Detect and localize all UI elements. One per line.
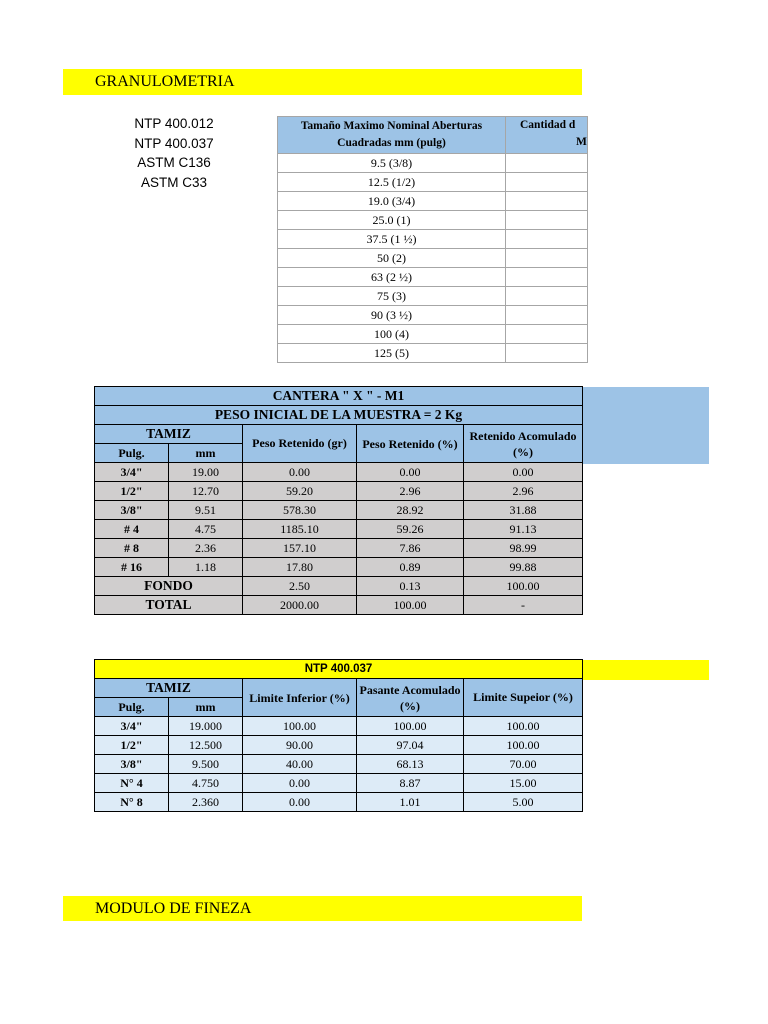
- cell: 3/8": [95, 755, 169, 774]
- fondo-label: FONDO: [95, 577, 243, 596]
- empty-cell: [506, 306, 588, 325]
- cell: 0.00: [243, 463, 357, 482]
- cantera-subtitle-row: [95, 406, 583, 425]
- cell: 15.00: [464, 774, 583, 793]
- cell: 9.500: [169, 755, 243, 774]
- ref-item: NTP 400.012: [134, 116, 214, 131]
- cell: 98.99: [464, 539, 583, 558]
- table-row: [95, 539, 583, 558]
- norm-references: [104, 114, 244, 192]
- size-cell: 37.5 (1 ½): [278, 230, 506, 249]
- cell: 0.00: [464, 463, 583, 482]
- cell: 19.00: [169, 463, 243, 482]
- ref-item: ASTM C33: [140, 174, 208, 190]
- size-cell: 9.5 (3/8): [278, 154, 506, 173]
- side-yellow-block: [582, 660, 709, 680]
- table-row: [95, 736, 583, 755]
- cell: 5.00: [464, 793, 583, 812]
- cell: 12.70: [169, 482, 243, 501]
- mm-header: mm: [169, 444, 243, 463]
- title-bar: [63, 69, 582, 95]
- cell: 100.00: [357, 596, 464, 615]
- size-header-1: Tamaño Maximo Nominal Aberturas Cuadradas mm (pulg): [278, 117, 506, 154]
- cantera-table: [94, 386, 583, 615]
- size-cell: 50 (2): [278, 249, 506, 268]
- total-label: TOTAL: [95, 596, 243, 615]
- empty-cell: [506, 192, 588, 211]
- cell: 2.96: [464, 482, 583, 501]
- mm-header: mm: [169, 698, 243, 717]
- cell: 3/4": [95, 463, 169, 482]
- table-row: [95, 793, 583, 812]
- cell: 2.50: [243, 577, 357, 596]
- ref-item: ASTM C136: [137, 155, 211, 170]
- fondo-row: [95, 577, 583, 596]
- cell: 17.80: [243, 558, 357, 577]
- cantera-title-row: [95, 387, 583, 406]
- cell: # 8: [95, 539, 169, 558]
- ntp-table: [94, 659, 583, 812]
- cell: 2000.00: [243, 596, 357, 615]
- size-cell: 25.0 (1): [278, 211, 506, 230]
- table-row: [278, 306, 588, 325]
- cell: 19.000: [169, 717, 243, 736]
- size-cell: 125 (5): [278, 344, 506, 363]
- cell: 91.13: [464, 520, 583, 539]
- empty-cell: [506, 154, 588, 173]
- size-cell: 90 (3 ½): [278, 306, 506, 325]
- table-row: [278, 249, 588, 268]
- empty-cell: [506, 211, 588, 230]
- cell: -: [464, 596, 583, 615]
- retenido-acum-header: Retenido Acomulado (%): [464, 425, 583, 463]
- cell: 1/2": [95, 736, 169, 755]
- table-row: [278, 154, 588, 173]
- cell: 28.92: [357, 501, 464, 520]
- size-table: [277, 116, 588, 363]
- tamiz-header: TAMIZ: [95, 679, 243, 698]
- cell: 3/8": [95, 501, 169, 520]
- empty-cell: [506, 325, 588, 344]
- cell: 4.750: [169, 774, 243, 793]
- table-row: [278, 211, 588, 230]
- table-row: [95, 558, 583, 577]
- table-row: [95, 717, 583, 736]
- empty-cell: [506, 287, 588, 306]
- cell: 1185.10: [243, 520, 357, 539]
- cell: 59.26: [357, 520, 464, 539]
- limite-superior-header: Limite Supeior (%): [464, 679, 583, 717]
- table-row: [278, 344, 588, 363]
- ntp-title: NTP 400.037: [95, 660, 583, 679]
- size-cell: 19.0 (3/4): [278, 192, 506, 211]
- cell: 100.00: [243, 717, 357, 736]
- table-row: [278, 230, 588, 249]
- cell: 59.20: [243, 482, 357, 501]
- cell: 1/2": [95, 482, 169, 501]
- cell: 1.01: [357, 793, 464, 812]
- table-row: [278, 173, 588, 192]
- pulg-header: Pulg.: [95, 698, 169, 717]
- cell: 0.89: [357, 558, 464, 577]
- table-row: [278, 192, 588, 211]
- size-header-2: [506, 117, 588, 154]
- peso-pct-header: Peso Retenido (%): [357, 425, 464, 463]
- cell: 0.00: [357, 463, 464, 482]
- cell: 2.96: [357, 482, 464, 501]
- size-table-header: [278, 117, 588, 154]
- table-row: [278, 287, 588, 306]
- cell: 40.00: [243, 755, 357, 774]
- modulo-title: MODULO DE FINEZA: [95, 900, 252, 917]
- cantera-header-row: [95, 425, 583, 444]
- side-blue-block: [582, 387, 709, 464]
- size-cell: 12.5 (1/2): [278, 173, 506, 192]
- cell: 0.00: [243, 774, 357, 793]
- cell: 31.88: [464, 501, 583, 520]
- cantera-subtitle: PESO INICIAL DE LA MUESTRA = 2 Kg: [95, 406, 583, 425]
- table-row: [95, 520, 583, 539]
- cell: 99.88: [464, 558, 583, 577]
- page-title: GRANULOMETRIA: [95, 73, 235, 90]
- empty-cell: [506, 173, 588, 192]
- cell: 8.87: [357, 774, 464, 793]
- cell: 7.86: [357, 539, 464, 558]
- cell: 157.10: [243, 539, 357, 558]
- table-row: [278, 325, 588, 344]
- cell: 90.00: [243, 736, 357, 755]
- cell: 100.00: [357, 717, 464, 736]
- cell: 9.51: [169, 501, 243, 520]
- table-row: [95, 774, 583, 793]
- empty-cell: [506, 249, 588, 268]
- size-header-2-second-line: M: [576, 136, 587, 148]
- table-row: [95, 755, 583, 774]
- empty-cell: [506, 268, 588, 287]
- cell: 68.13: [357, 755, 464, 774]
- cell: # 16: [95, 558, 169, 577]
- cell: 2.360: [169, 793, 243, 812]
- cell: 12.500: [169, 736, 243, 755]
- size-cell: 100 (4): [278, 325, 506, 344]
- pasante-acum-header: Pasante Acomulado (%): [357, 679, 464, 717]
- cell: 100.00: [464, 717, 583, 736]
- ref-item: NTP 400.037: [134, 135, 214, 151]
- cell: 1.18: [169, 558, 243, 577]
- size-header-2-text: Cantidad d: [520, 119, 576, 131]
- limite-inferior-header: Limite Inferior (%): [243, 679, 357, 717]
- cell: # 4: [95, 520, 169, 539]
- cell: 578.30: [243, 501, 357, 520]
- table-row: [278, 268, 588, 287]
- cell: 100.00: [464, 736, 583, 755]
- table-row: [95, 501, 583, 520]
- size-cell: 75 (3): [278, 287, 506, 306]
- cell: 97.04: [357, 736, 464, 755]
- tamiz-header: TAMIZ: [95, 425, 243, 444]
- cell: 3/4": [95, 717, 169, 736]
- cell: 2.36: [169, 539, 243, 558]
- empty-cell: [506, 230, 588, 249]
- cell: 70.00: [464, 755, 583, 774]
- pulg-header: Pulg.: [95, 444, 169, 463]
- cell: 0.00: [243, 793, 357, 812]
- peso-retenido-header: Peso Retenido (gr): [243, 425, 357, 463]
- cell: N° 8: [95, 793, 169, 812]
- cell: N° 4: [95, 774, 169, 793]
- ntp-header-row: [95, 679, 583, 698]
- table-row: [95, 463, 583, 482]
- size-cell: 63 (2 ½): [278, 268, 506, 287]
- empty-cell: [506, 344, 588, 363]
- cell: 100.00: [464, 577, 583, 596]
- modulo-bar: [63, 896, 582, 921]
- total-row: [95, 596, 583, 615]
- cantera-title: CANTERA " X " - M1: [95, 387, 583, 406]
- cell: 4.75: [169, 520, 243, 539]
- ntp-title-row: [95, 660, 583, 679]
- cell: 0.13: [357, 577, 464, 596]
- table-row: [95, 482, 583, 501]
